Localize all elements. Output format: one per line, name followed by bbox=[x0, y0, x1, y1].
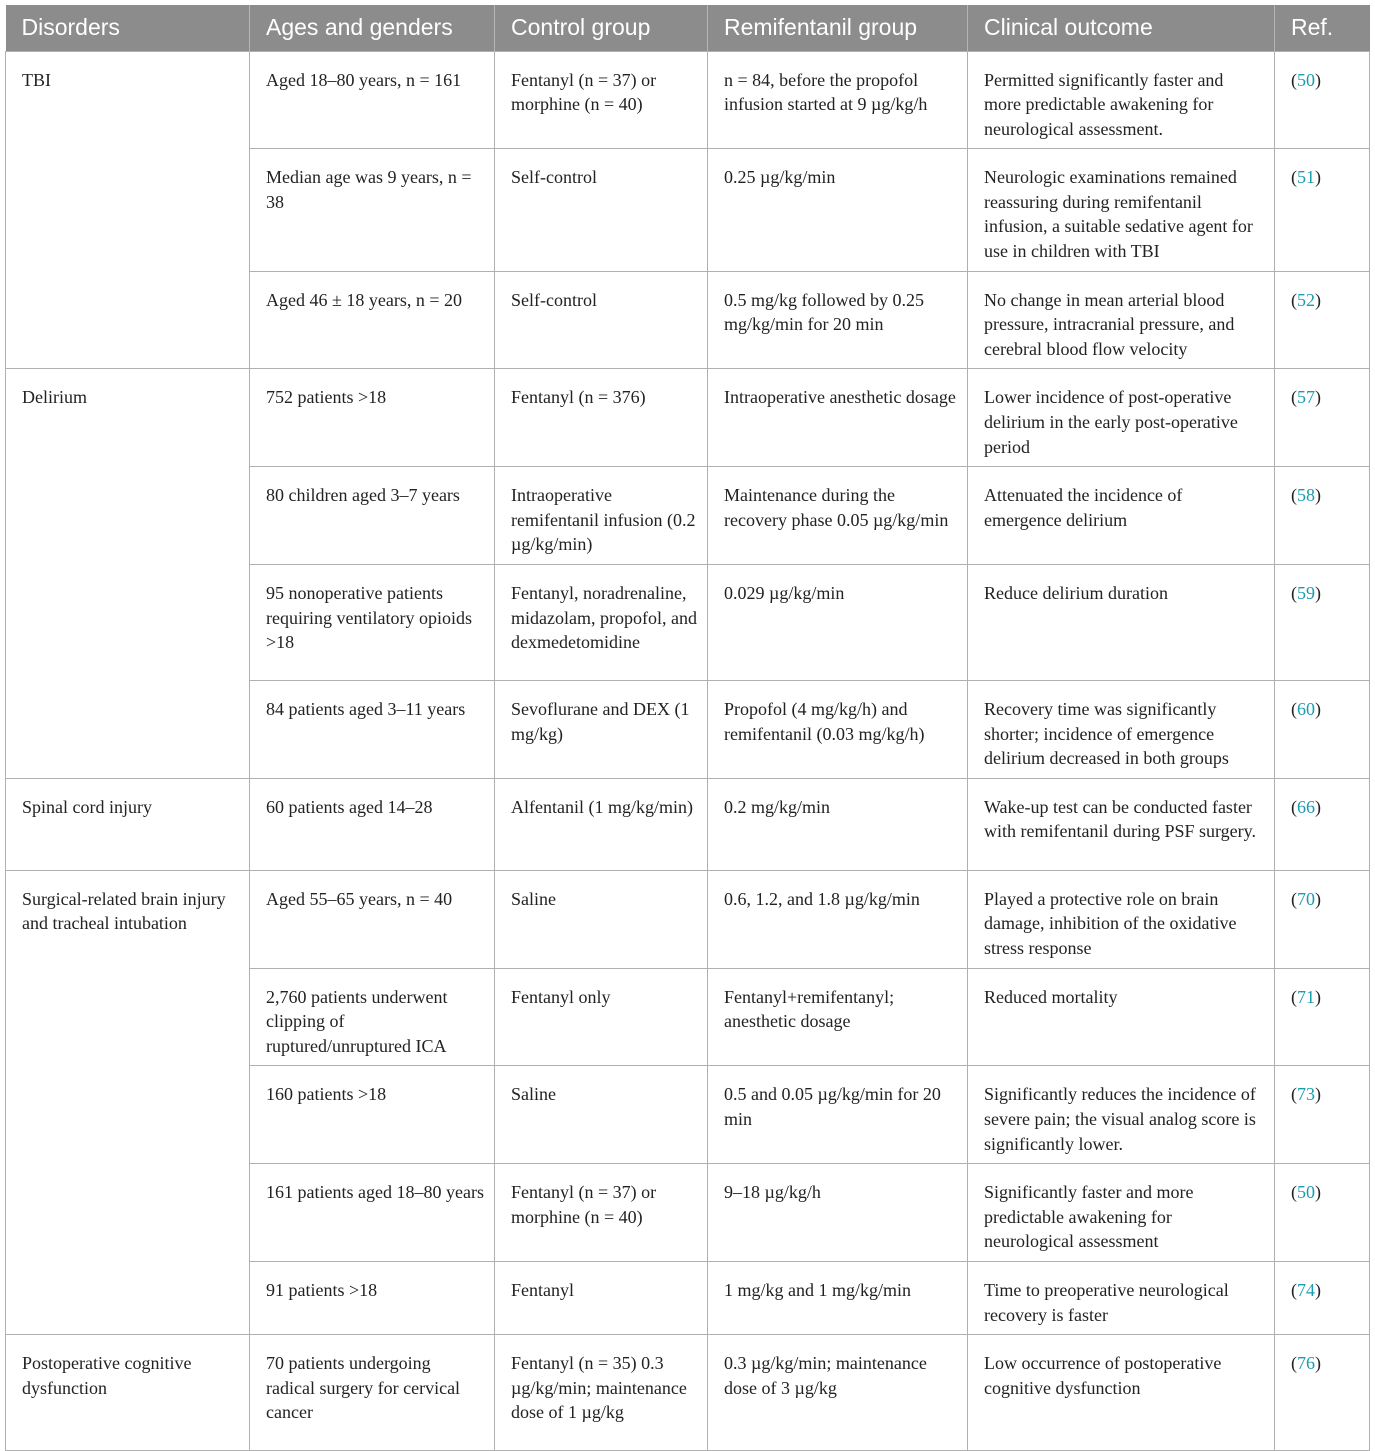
control-cell: Fentanyl (n = 35) 0.3 µg/kg/min; maintenance dose of 1 µg/kg bbox=[495, 1335, 708, 1451]
ref-link[interactable]: 74 bbox=[1297, 1279, 1315, 1300]
ref-cell: (50) bbox=[1275, 51, 1370, 149]
ref-link[interactable]: 73 bbox=[1297, 1084, 1315, 1105]
header-remifentanil-group: Remifentanil group bbox=[708, 5, 968, 51]
age-cell: 95 nonoperative patients requiring ventilatory opioids >18 bbox=[250, 565, 495, 681]
outcome-cell: Permitted significantly faster and more predictable awakening for neurological assessment. bbox=[968, 51, 1275, 149]
disorder-cell: Delirium bbox=[6, 369, 250, 778]
ref-link[interactable]: 59 bbox=[1297, 583, 1315, 603]
control-cell: Saline bbox=[495, 1066, 708, 1164]
age-cell: Aged 18–80 years, n = 161 bbox=[250, 51, 495, 149]
outcome-cell: Wake-up test can be conducted faster with remifentanil during PSF surgery. bbox=[968, 778, 1275, 870]
age-cell: 60 patients aged 14–28 bbox=[250, 778, 495, 870]
age-cell: 2,760 patients underwent clipping of ruptured/unruptured ICA bbox=[250, 968, 495, 1066]
outcome-cell: Reduce delirium duration bbox=[968, 565, 1275, 681]
header-disorders: Disorders bbox=[6, 5, 250, 51]
ref-link[interactable]: 58 bbox=[1297, 485, 1315, 506]
control-cell: Sevoflurane and DEX (1 mg/kg) bbox=[495, 681, 708, 779]
ref-link[interactable]: 60 bbox=[1297, 699, 1315, 719]
header-control-group: Control group bbox=[495, 5, 708, 51]
control-cell: Fentanyl only bbox=[495, 968, 708, 1066]
ref-cell: (59) bbox=[1275, 565, 1370, 681]
ref-cell: (70) bbox=[1275, 870, 1370, 968]
header-ages-genders: Ages and genders bbox=[250, 5, 495, 51]
outcome-cell: Recovery time was significantly shorter; incidence of emergence delirium decreased in both groups bbox=[968, 681, 1275, 779]
header-row bbox=[6, 5, 1370, 51]
disorder-cell: Postoperative cognitive dysfunction bbox=[6, 1335, 250, 1451]
header-ref: Ref. bbox=[1275, 5, 1370, 51]
control-cell: Self-control bbox=[495, 271, 708, 369]
remifentanil-cell: 0.3 µg/kg/min; maintenance dose of 3 µg/kg bbox=[708, 1335, 968, 1451]
remifentanil-cell: 0.029 µg/kg/min bbox=[708, 565, 968, 681]
age-cell: 80 children aged 3–7 years bbox=[250, 467, 495, 565]
table-row bbox=[6, 778, 1370, 870]
disorder-cell: Spinal cord injury bbox=[6, 778, 250, 870]
ref-link[interactable]: 76 bbox=[1297, 1353, 1315, 1374]
ref-cell: (50) bbox=[1275, 1164, 1370, 1262]
outcome-cell: Reduced mortality bbox=[968, 968, 1275, 1066]
ref-link[interactable]: 51 bbox=[1297, 167, 1315, 188]
outcome-cell: Played a protective role on brain damage, inhibition of the oxidative stress response bbox=[968, 870, 1275, 968]
control-cell: Fentanyl, noradrenaline, midazolam, propofol, and dexmedetomidine bbox=[495, 565, 708, 681]
outcome-cell: Significantly reduces the incidence of severe pain; the visual analog score is significantly lower. bbox=[968, 1066, 1275, 1164]
age-cell: 752 patients >18 bbox=[250, 369, 495, 467]
control-cell: Self-control bbox=[495, 149, 708, 271]
control-cell: Fentanyl (n = 37) or morphine (n = 40) bbox=[495, 1164, 708, 1262]
age-cell: 161 patients aged 18–80 years bbox=[250, 1164, 495, 1262]
remifentanil-cell: 0.25 µg/kg/min bbox=[708, 149, 968, 271]
ref-cell: (74) bbox=[1275, 1261, 1370, 1334]
control-cell: Intraoperative remifentanil infusion (0.2 µg/kg/min) bbox=[495, 467, 708, 565]
disorder-cell: TBI bbox=[6, 51, 250, 369]
remifentanil-cell: Maintenance during the recovery phase 0.05 µg/kg/min bbox=[708, 467, 968, 565]
ref-cell: (73) bbox=[1275, 1066, 1370, 1164]
control-cell: Fentanyl (n = 376) bbox=[495, 369, 708, 467]
remifentanil-cell: Fentanyl+remifentanyl; anesthetic dosage bbox=[708, 968, 968, 1066]
outcome-cell: Attenuated the incidence of emergence delirium bbox=[968, 467, 1275, 565]
remifentanil-table bbox=[5, 5, 1370, 1451]
table-container bbox=[5, 5, 1369, 1451]
outcome-cell: Low occurrence of postoperative cognitive dysfunction bbox=[968, 1335, 1275, 1451]
age-cell: 84 patients aged 3–11 years bbox=[250, 681, 495, 779]
outcome-cell: No change in mean arterial blood pressure, intracranial pressure, and cerebral blood flow velocity bbox=[968, 271, 1275, 369]
ref-cell: (57) bbox=[1275, 369, 1370, 467]
table-row bbox=[6, 51, 1370, 149]
ref-link[interactable]: 50 bbox=[1297, 1182, 1315, 1203]
age-cell: 91 patients >18 bbox=[250, 1261, 495, 1334]
remifentanil-cell: 1 mg/kg and 1 mg/kg/min bbox=[708, 1261, 968, 1334]
ref-cell: (66) bbox=[1275, 778, 1370, 870]
age-cell: Aged 55–65 years, n = 40 bbox=[250, 870, 495, 968]
outcome-cell: Lower incidence of post-operative delirium in the early post-operative period bbox=[968, 369, 1275, 467]
ref-cell: (52) bbox=[1275, 271, 1370, 369]
remifentanil-cell: n = 84, before the propofol infusion started at 9 µg/kg/h bbox=[708, 51, 968, 149]
table-row bbox=[6, 369, 1370, 467]
control-cell: Alfentanil (1 mg/kg/min) bbox=[495, 778, 708, 870]
control-cell: Saline bbox=[495, 870, 708, 968]
ref-cell: (60) bbox=[1275, 681, 1370, 779]
remifentanil-cell: 0.2 mg/kg/min bbox=[708, 778, 968, 870]
remifentanil-cell: Intraoperative anesthetic dosage bbox=[708, 369, 968, 467]
outcome-cell: Neurologic examinations remained reassuring during remifentanil infusion, a suitable sedative agent for use in children with TBI bbox=[968, 149, 1275, 271]
ref-link[interactable]: 50 bbox=[1297, 69, 1315, 90]
age-cell: 160 patients >18 bbox=[250, 1066, 495, 1164]
age-cell: 70 patients undergoing radical surgery for cervical cancer bbox=[250, 1335, 495, 1451]
ref-link[interactable]: 70 bbox=[1297, 888, 1315, 909]
ref-cell: (58) bbox=[1275, 467, 1370, 565]
ref-link[interactable]: 66 bbox=[1297, 796, 1315, 817]
outcome-cell: Time to preoperative neurological recovery is faster bbox=[968, 1261, 1275, 1334]
header-clinical-outcome: Clinical outcome bbox=[968, 5, 1275, 51]
remifentanil-cell: 9–18 µg/kg/h bbox=[708, 1164, 968, 1262]
remifentanil-cell: 0.5 mg/kg followed by 0.25 mg/kg/min for 20 min bbox=[708, 271, 968, 369]
control-cell: Fentanyl (n = 37) or morphine (n = 40) bbox=[495, 51, 708, 149]
ref-link[interactable]: 52 bbox=[1297, 289, 1315, 310]
age-cell: Aged 46 ± 18 years, n = 20 bbox=[250, 271, 495, 369]
control-cell: Fentanyl bbox=[495, 1261, 708, 1334]
outcome-cell: Significantly faster and more predictable awakening for neurological assessment bbox=[968, 1164, 1275, 1262]
ref-link[interactable]: 57 bbox=[1297, 387, 1315, 408]
ref-cell: (71) bbox=[1275, 968, 1370, 1066]
remifentanil-cell: 0.6, 1.2, and 1.8 µg/kg/min bbox=[708, 870, 968, 968]
table-row bbox=[6, 1335, 1370, 1451]
ref-cell: (51) bbox=[1275, 149, 1370, 271]
remifentanil-cell: Propofol (4 mg/kg/h) and remifentanil (0.03 mg/kg/h) bbox=[708, 681, 968, 779]
disorder-cell: Surgical-related brain injury and tracheal intubation bbox=[6, 870, 250, 1334]
ref-link[interactable]: 71 bbox=[1297, 986, 1315, 1007]
age-cell: Median age was 9 years, n = 38 bbox=[250, 149, 495, 271]
ref-cell: (76) bbox=[1275, 1335, 1370, 1451]
remifentanil-cell: 0.5 and 0.05 µg/kg/min for 20 min bbox=[708, 1066, 968, 1164]
table-row bbox=[6, 870, 1370, 968]
